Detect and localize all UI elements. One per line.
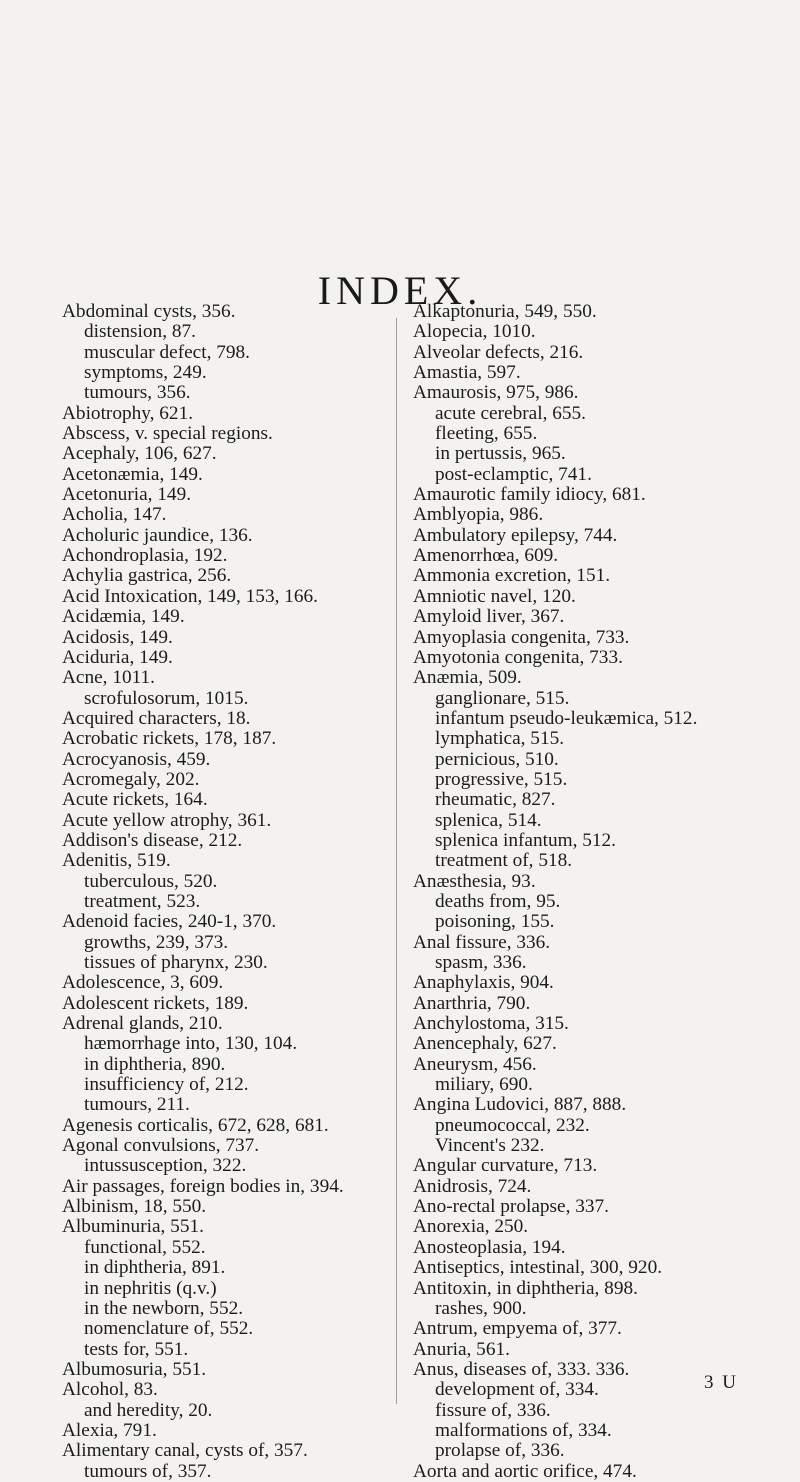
index-entry: Agonal convulsions, 737. [62, 1135, 260, 1157]
index-entry: Agenesis corticalis, 672, 628, 681. [62, 1114, 329, 1136]
index-entry: Acetonuria, 149. [62, 484, 192, 506]
index-subentry: tumours of, 357. [84, 1460, 212, 1482]
index-subentry: prolapse of, 336. [435, 1440, 565, 1462]
index-entry: Anarthria, 790. [413, 992, 531, 1014]
index-entry: Acromegaly, 202. [62, 768, 200, 790]
index-subentry: hæmorrhage into, 130, 104. [84, 1033, 298, 1055]
index-subentry: spasm, 336. [435, 952, 527, 973]
index-entry: Ammonia excretion, 151. [413, 565, 611, 587]
index-entry: Anorexia, 250. [413, 1216, 529, 1238]
index-entry: Anchylostoma, 315. [413, 1013, 569, 1035]
index-entry: Amyotonia congenita, 733. [413, 646, 623, 668]
index-entry: Antrum, empyema of, 377. [413, 1318, 622, 1340]
index-subentry: in diphtheria, 891. [84, 1257, 226, 1279]
index-entry: Ano-rectal prolapse, 337. [413, 1196, 609, 1218]
index-entry: Alveolar defects, 216. [413, 341, 584, 363]
index-entry: Albuminuria, 551. [62, 1216, 204, 1238]
index-entry: Amniotic navel, 120. [413, 585, 576, 607]
index-subentry: in pertussis, 965. [435, 443, 566, 465]
index-entry: Acephaly, 106, 627. [62, 443, 217, 465]
index-subentry: growths, 239, 373. [84, 931, 229, 953]
index-subentry: tumours, 211. [84, 1094, 190, 1116]
index-subentry: treatment, 523. [84, 890, 201, 912]
index-entry: Acrocyanosis, 459. [62, 748, 211, 770]
index-entry: Achondroplasia, 192. [62, 545, 228, 567]
index-entry: Adenoid facies, 240-1, 370. [62, 911, 277, 933]
index-entry: Abiotrophy, 621. [62, 402, 194, 424]
index-column-right [405, 302, 795, 1482]
index-entry: Alkaptonuria, 549, 550. [413, 301, 597, 322]
index-entry: Anus, diseases of, 333. 336. [413, 1358, 630, 1380]
index-subentry: rashes, 900. [435, 1297, 527, 1319]
index-subentry: pernicious, 510. [435, 748, 559, 770]
index-subentry: in the newborn, 552. [84, 1297, 244, 1319]
index-entry: Abscess, v. special regions. [62, 423, 273, 445]
page-title: INDEX. [317, 267, 483, 313]
index-subentry: deaths from, 95. [435, 890, 561, 912]
index-entry: Acidosis, 149. [62, 626, 173, 648]
index-entry: Amastia, 597. [413, 362, 521, 384]
index-entry: Acquired characters, 18. [62, 707, 251, 729]
index-entry: Ambulatory epilepsy, 744. [413, 524, 618, 546]
index-entry: Angina Ludovici, 887, 888. [413, 1094, 627, 1116]
index-subentry: miliary, 690. [435, 1074, 533, 1096]
index-subentry: tumours, 356. [84, 382, 191, 404]
index-entry: Anal fissure, 336. [413, 931, 551, 953]
index-entry: Alexia, 791. [62, 1419, 157, 1441]
index-entry: Adolescent rickets, 189. [62, 992, 249, 1014]
index-entry: Alcohol, 83. [62, 1379, 158, 1401]
index-entry: Adenitis, 519. [62, 850, 171, 872]
index-subentry: poisoning, 155. [435, 911, 555, 933]
index-subentry: fleeting, 655. [435, 423, 538, 445]
index-subentry: infantum pseudo-leukæmica, 512. [435, 707, 698, 729]
index-entry: Aneurysm, 456. [413, 1053, 537, 1075]
index-entry: Adolescence, 3, 609. [62, 972, 224, 994]
index-subentry: tests for, 551. [84, 1338, 189, 1360]
index-subentry: splenica infantum, 512. [435, 829, 616, 851]
index-entry: Amyloid liver, 367. [413, 606, 565, 628]
index-subentry: and heredity, 20. [84, 1399, 213, 1421]
index-entry: Antiseptics, intestinal, 300, 920. [413, 1257, 663, 1279]
index-subentry: pneumococcal, 232. [435, 1114, 590, 1136]
index-subentry: intussusception, 322. [84, 1155, 247, 1177]
index-subentry: treatment of, 518. [435, 850, 573, 872]
index-entry: Anæmia, 509. [413, 667, 522, 689]
index-subentry: development of, 334. [435, 1379, 599, 1401]
index-subentry: lymphatica, 515. [435, 728, 565, 750]
index-entry: Achylia gastrica, 256. [62, 565, 232, 587]
index-entry: Acrobatic rickets, 178, 187. [62, 728, 277, 750]
index-entry: Aciduria, 149. [62, 646, 173, 668]
index-subentry: functional, 552. [84, 1236, 206, 1258]
index-entry: Addison's disease, 212. [62, 829, 243, 851]
index-entry: Amaurotic family idiocy, 681. [413, 484, 646, 506]
index-entry: Acholia, 147. [62, 504, 167, 526]
index-entry: Amaurosis, 975, 986. [413, 382, 579, 404]
index-entry: Acid Intoxication, 149, 153, 166. [62, 585, 318, 607]
index-entry: Air passages, foreign bodies in, 394. [62, 1175, 344, 1197]
index-entry: Adrenal glands, 210. [62, 1013, 223, 1035]
index-subentry: ganglionare, 515. [435, 687, 570, 709]
index-entry: Anuria, 561. [413, 1338, 510, 1360]
index-entry: Abdominal cysts, 356. [62, 301, 236, 322]
index-entry: Acute yellow atrophy, 361. [62, 809, 272, 831]
index-subentry: scrofulosorum, 1015. [84, 687, 249, 709]
index-subentry: fissure of, 336. [435, 1399, 551, 1421]
index-subentry: acute cerebral, 655. [435, 402, 586, 424]
index-entry: Alimentary canal, cysts of, 357. [62, 1440, 308, 1462]
index-entry: Anæsthesia, 93. [413, 870, 536, 892]
index-subentry: rheumatic, 827. [435, 789, 556, 811]
index-entry: Anaphylaxis, 904. [413, 972, 554, 994]
index-subentry: post-eclamptic, 741. [435, 463, 592, 485]
index-entry: Amblyopia, 986. [413, 504, 544, 526]
index-subentry: progressive, 515. [435, 768, 568, 790]
index-entry: Angular curvature, 713. [413, 1155, 598, 1177]
column-divider [396, 318, 397, 1404]
index-entry: Acetonæmia, 149. [62, 463, 203, 485]
index-subentry: tissues of pharynx, 230. [84, 952, 268, 973]
signature-mark: 3 U [704, 1372, 738, 1393]
index-entry: Amenorrhœa, 609. [413, 545, 559, 567]
index-subentry: in diphtheria, 890. [84, 1053, 226, 1075]
index-entry: Acholuric jaundice, 136. [62, 524, 253, 546]
index-entry: Anencephaly, 627. [413, 1033, 557, 1055]
index-entry: Anidrosis, 724. [413, 1175, 532, 1197]
index-entry: Albinism, 18, 550. [62, 1196, 207, 1218]
index-subentry: splenica, 514. [435, 809, 542, 831]
index-entry: Acne, 1011. [62, 667, 155, 689]
index-subentry: muscular defect, 798. [84, 341, 250, 363]
index-subentry: symptoms, 249. [84, 362, 207, 384]
index-entry: Albumosuria, 551. [62, 1358, 207, 1380]
index-subentry: insufficiency of, 212. [84, 1074, 249, 1096]
index-entry: Acute rickets, 164. [62, 789, 208, 811]
index-entry: Amyoplasia congenita, 733. [413, 626, 630, 648]
index-entry: Alopecia, 1010. [413, 321, 536, 343]
index-subentry: nomenclature of, 552. [84, 1318, 254, 1340]
index-entry: Anosteoplasia, 194. [413, 1236, 566, 1258]
index-subentry: in nephritis (q.v.) [84, 1277, 217, 1299]
index-subentry: distension, 87. [84, 321, 196, 343]
index-subentry: malformations of, 334. [435, 1419, 612, 1441]
index-entry: Aorta and aortic orifice, 474. [413, 1460, 637, 1482]
index-entry: Acidæmia, 149. [62, 606, 185, 628]
index-entry: Antitoxin, in diphtheria, 898. [413, 1277, 638, 1299]
index-column-left [62, 302, 402, 1482]
index-subentry: tuberculous, 520. [84, 870, 218, 892]
index-subentry: Vincent's 232. [435, 1135, 545, 1157]
